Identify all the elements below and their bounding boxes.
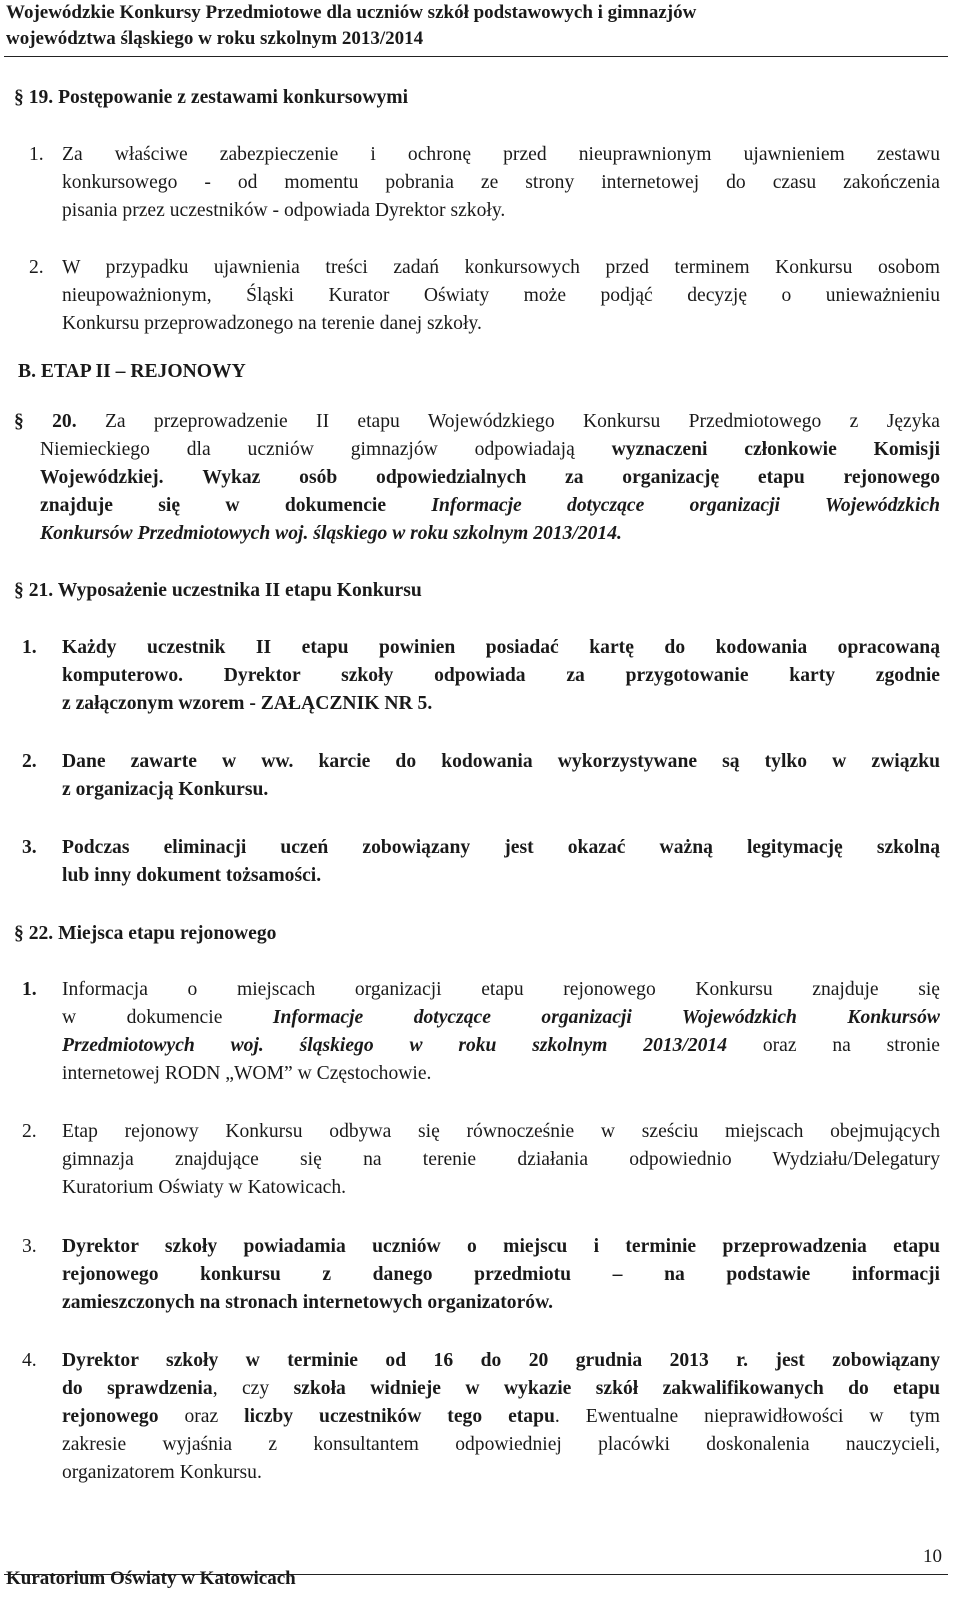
sec22-p3-line-2: rejonowego konkursu z danego przedmiotu – na podstawie informacji [62,1264,940,1285]
sec22-paragraph-3 [62,1233,940,1317]
header-line-2: województwa śląskiego w roku szkolnym 2013/2014 [6,28,424,49]
sec22-paragraph-4 [62,1347,940,1487]
sec21-p1-line-1: Każdy uczestnik II etapu powinien posiadać kartę do kodowania opracowaną [62,637,940,658]
sec19-p2-line-3: Konkursu przeprowadzonego na terenie danej szkoły. [62,313,482,334]
sec19-paragraph-1 [62,141,940,225]
header-rule [4,56,948,57]
sec20-line-4b: Informacje dotyczące organizacji Wojewódzkich [431,495,940,516]
section-20-body [40,436,940,548]
sec20-line-3a: Wojewódzkiej. [40,467,164,488]
sec22-p4-line-5: organizatorem Konkursu. [62,1462,262,1483]
sec22-p4-line-3b: oraz [184,1406,219,1427]
sec22-p2-line-3: Kuratorium Oświaty w Katowicach. [62,1177,347,1198]
sec22-p3-line-3: zamieszczonych na stronach internetowych organizatorów. [62,1292,554,1313]
sec22-p4-line-3c: liczby uczestników tego etapu [244,1406,555,1427]
sec22-p2-number: 2. [22,1121,37,1142]
sec21-p3-line-2: lub inny dokument tożsamości. [62,865,322,886]
section-20 [14,408,940,436]
sec22-p2-line-1: Etap rejonowy Konkursu odbywa się równocześnie w sześciu miejscach obejmujących [62,1121,940,1142]
sec22-p1-line-3b: oraz na stronie [762,1035,940,1056]
sec20-line-2a: Niemieckiego dla uczniów gimnazjów odpowiadają [40,439,575,460]
sec19-p2-line-2: nieupoważnionym, Śląski Kurator Oświaty może podjąć decyzję o unieważnieniu [62,285,940,306]
sec22-p4-line-2c: szkoła widnieje w wykazie szkół zakwalifikowanych do etapu [293,1378,940,1399]
sec19-p1-line-2: konkursowego - od momentu pobrania ze strony internetowej do czasu zakończenia [62,172,940,193]
sec19-p1-line-1: Za właściwe zabezpieczenie i ochronę przed nieuprawnionym ujawnieniem zestawu [62,144,940,165]
sec22-p1-line-4: internetowej RODN „WOM” w Częstochowie. [62,1063,432,1084]
sec22-p4-number: 4. [22,1350,37,1371]
sec19-p1-line-3: pisania przez uczestników - odpowiada Dyrektor szkoły. [62,200,506,221]
sec19-p1-number: 1. [29,144,44,165]
sec22-p1-number: 1. [22,979,37,1000]
header-line-1: Wojewódzkie Konkursy Przedmiotowe dla uczniów szkół podstawowych i gimnazjów [6,2,697,23]
section-21-heading: § 21. Wyposażenie uczestnika II etapu Konkursu [14,580,422,601]
sec20-line-2b: wyznaczeni członkowie Komisji [611,439,941,460]
sec22-p3-number: 3. [22,1236,37,1257]
sec19-p2-number: 2. [29,257,44,278]
section-19-heading: § 19. Postępowanie z zestawami konkursowymi [14,87,409,108]
sec20-line-1: Za przeprowadzenie II etapu Wojewódzkiego Konkursu Przedmiotowego z Języka [104,411,940,432]
sec21-p1-number: 1. [22,637,37,658]
sec22-p4-line-2a: do sprawdzenia [62,1378,213,1399]
sec22-p2-line-2: gimnazja znajdujące się na terenie działania odpowiednio Wydziału/Delegatury [62,1149,940,1170]
footer-organization: Kuratorium Oświaty w Katowicach [6,1568,296,1589]
sec21-p2-line-1: Dane zawarte w ww. karcie do kodowania wykorzystywane są tylko w związku [62,751,940,772]
etap-heading: B. ETAP II – REJONOWY [18,361,246,382]
sec19-p2-line-1: W przypadku ujawnienia treści zadań konkursowych przed terminem Konkursu osobom [62,257,940,278]
page-header [6,0,946,52]
sec22-p4-line-1: Dyrektor szkoły w terminie od 16 do 20 grudnia 2013 r. jest zobowiązany [62,1350,940,1371]
sec22-p1-line-2a: w dokumencie [62,1007,223,1028]
sec21-paragraph-3 [62,834,940,890]
page-number: 10 [923,1546,942,1567]
sec21-paragraph-2 [62,748,940,804]
sec22-paragraph-1 [62,976,940,1088]
section-22-heading: § 22. Miejsca etapu rejonowego [14,923,277,944]
sec20-line-4a: znajduje się w dokumencie [40,495,387,516]
sec21-p3-number: 3. [22,837,37,858]
sec20-line-5: Konkursów Przedmiotowych woj. śląskiego w roku szkolnym 2013/2014. [40,523,622,544]
sec21-paragraph-1 [62,634,940,718]
sec22-p3-line-1: Dyrektor szkoły powiadamia uczniów o miejscu i terminie przeprowadzenia etapu [62,1236,940,1257]
sec19-paragraph-2 [62,254,940,338]
sec22-p4-line-4: zakresie wyjaśnia z konsultantem odpowiedniej placówki doskonalenia nauczycieli, [62,1434,940,1455]
sec21-p3-line-1: Podczas eliminacji uczeń zobowiązany jest okazać ważną legitymację szkolną [62,837,940,858]
sec22-paragraph-2 [62,1118,940,1202]
sec22-p1-line-2b: Informacje dotyczące organizacji Wojewódzkich Konkursów [272,1007,940,1028]
sec20-line-3b: Wykaz osób odpowiedzialnych za organizację etapu rejonowego [202,467,940,488]
sec22-p4-line-3a: rejonowego [62,1406,159,1427]
sec20-number: § 20. [14,411,77,432]
sec21-p1-line-2: komputerowo. Dyrektor szkoły odpowiada za przygotowanie karty zgodnie [62,665,940,686]
sec22-p4-line-2b: , czy [212,1378,270,1399]
sec22-p4-line-3d: . Ewentualne nieprawidłowości w tym [554,1406,940,1427]
sec22-p1-line-3a: Przedmiotowych woj. śląskiego w roku szkolnym 2013/2014 [62,1035,728,1056]
sec21-p2-number: 2. [22,751,37,772]
sec21-p2-line-2: z organizacją Konkursu. [62,779,269,800]
sec21-p1-line-3: z załączonym wzorem - ZAŁĄCZNIK NR 5. [62,693,433,714]
sec22-p1-line-1: Informacja o miejscach organizacji etapu rejonowego Konkursu znajduje się [62,979,940,1000]
